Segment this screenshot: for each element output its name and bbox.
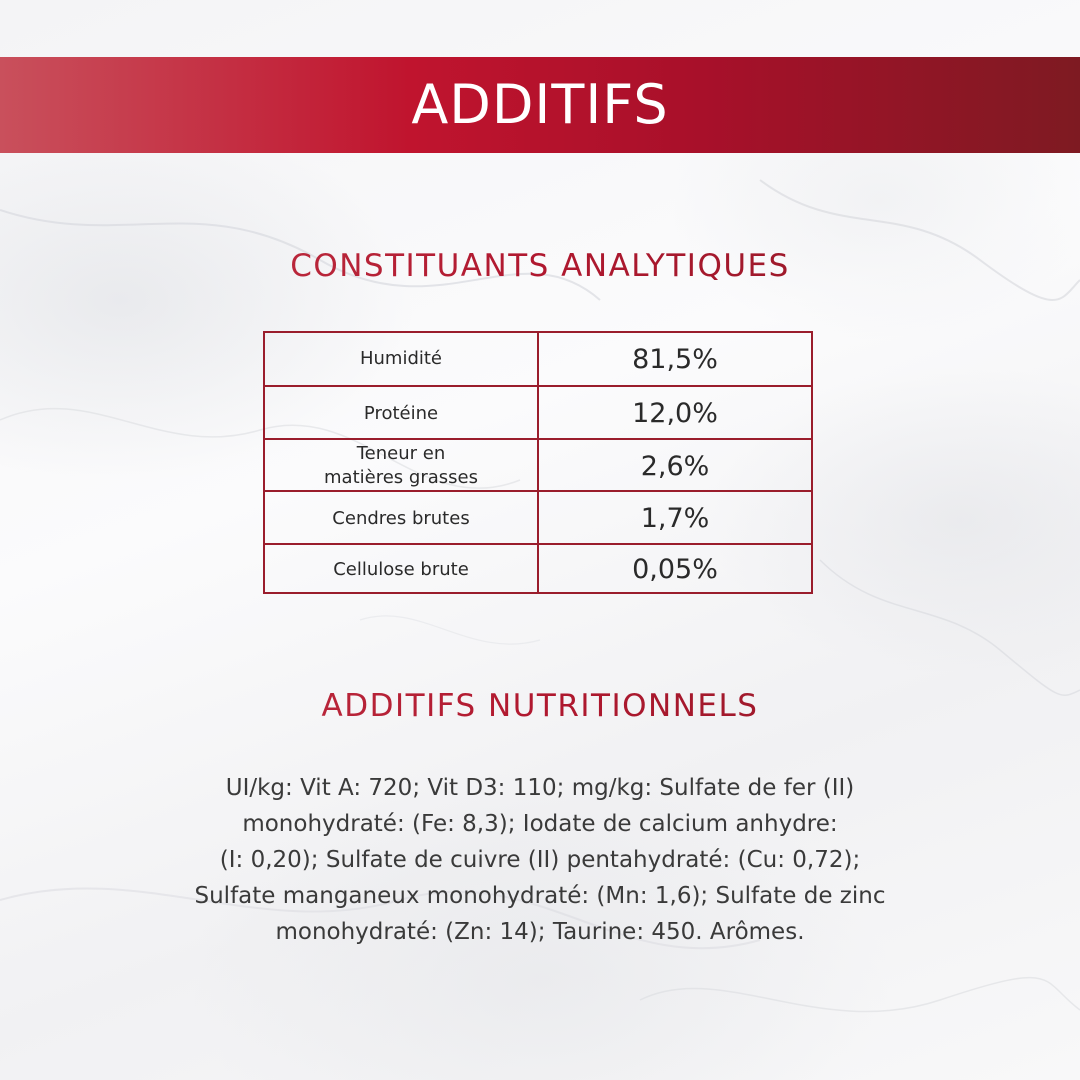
page-title: ADDITIFS	[411, 73, 669, 136]
row-label: Cendres brutes	[265, 492, 539, 545]
nutritional-additives-heading: ADDITIFS NUTRITIONNELS	[0, 688, 1080, 724]
row-label-line: matières grasses	[324, 467, 478, 488]
row-value: 1,7%	[640, 503, 710, 534]
row-value: 12,0%	[632, 398, 718, 429]
row-value: 0,05%	[632, 554, 718, 585]
text-line: Sulfate manganeux monohydraté: (Mn: 1,6); Sulfate de zinc	[194, 883, 886, 909]
row-label	[265, 440, 539, 492]
text-line: (I: 0,20); Sulfate de cuivre (II) pentahydraté: (Cu: 0,72);	[219, 847, 861, 873]
analytic-constituents-table	[263, 331, 813, 594]
table-row	[265, 438, 811, 492]
table-row	[265, 333, 811, 385]
table-row	[265, 543, 811, 594]
header-banner	[0, 57, 1080, 153]
analytic-constituents-heading: CONSTITUANTS ANALYTIQUES	[0, 248, 1080, 284]
row-label: Humidité	[265, 333, 539, 385]
table-row	[265, 385, 811, 440]
row-value: 2,6%	[640, 450, 710, 482]
row-label: Protéine	[265, 387, 539, 440]
row-label: Cellulose brute	[265, 545, 539, 594]
nutritional-additives-text	[60, 770, 1020, 950]
text-line: monohydraté: (Zn: 14); Taurine: 450. Arômes.	[275, 919, 805, 945]
text-line: monohydraté: (Fe: 8,3); Iodate de calcium anhydre:	[242, 811, 838, 837]
row-label-line: Teneur en	[356, 443, 446, 464]
table-row	[265, 490, 811, 545]
text-line: UI/kg: Vit A: 720; Vit D3: 110; mg/kg: Sulfate de fer (II)	[225, 775, 855, 801]
row-value: 81,5%	[632, 343, 718, 375]
